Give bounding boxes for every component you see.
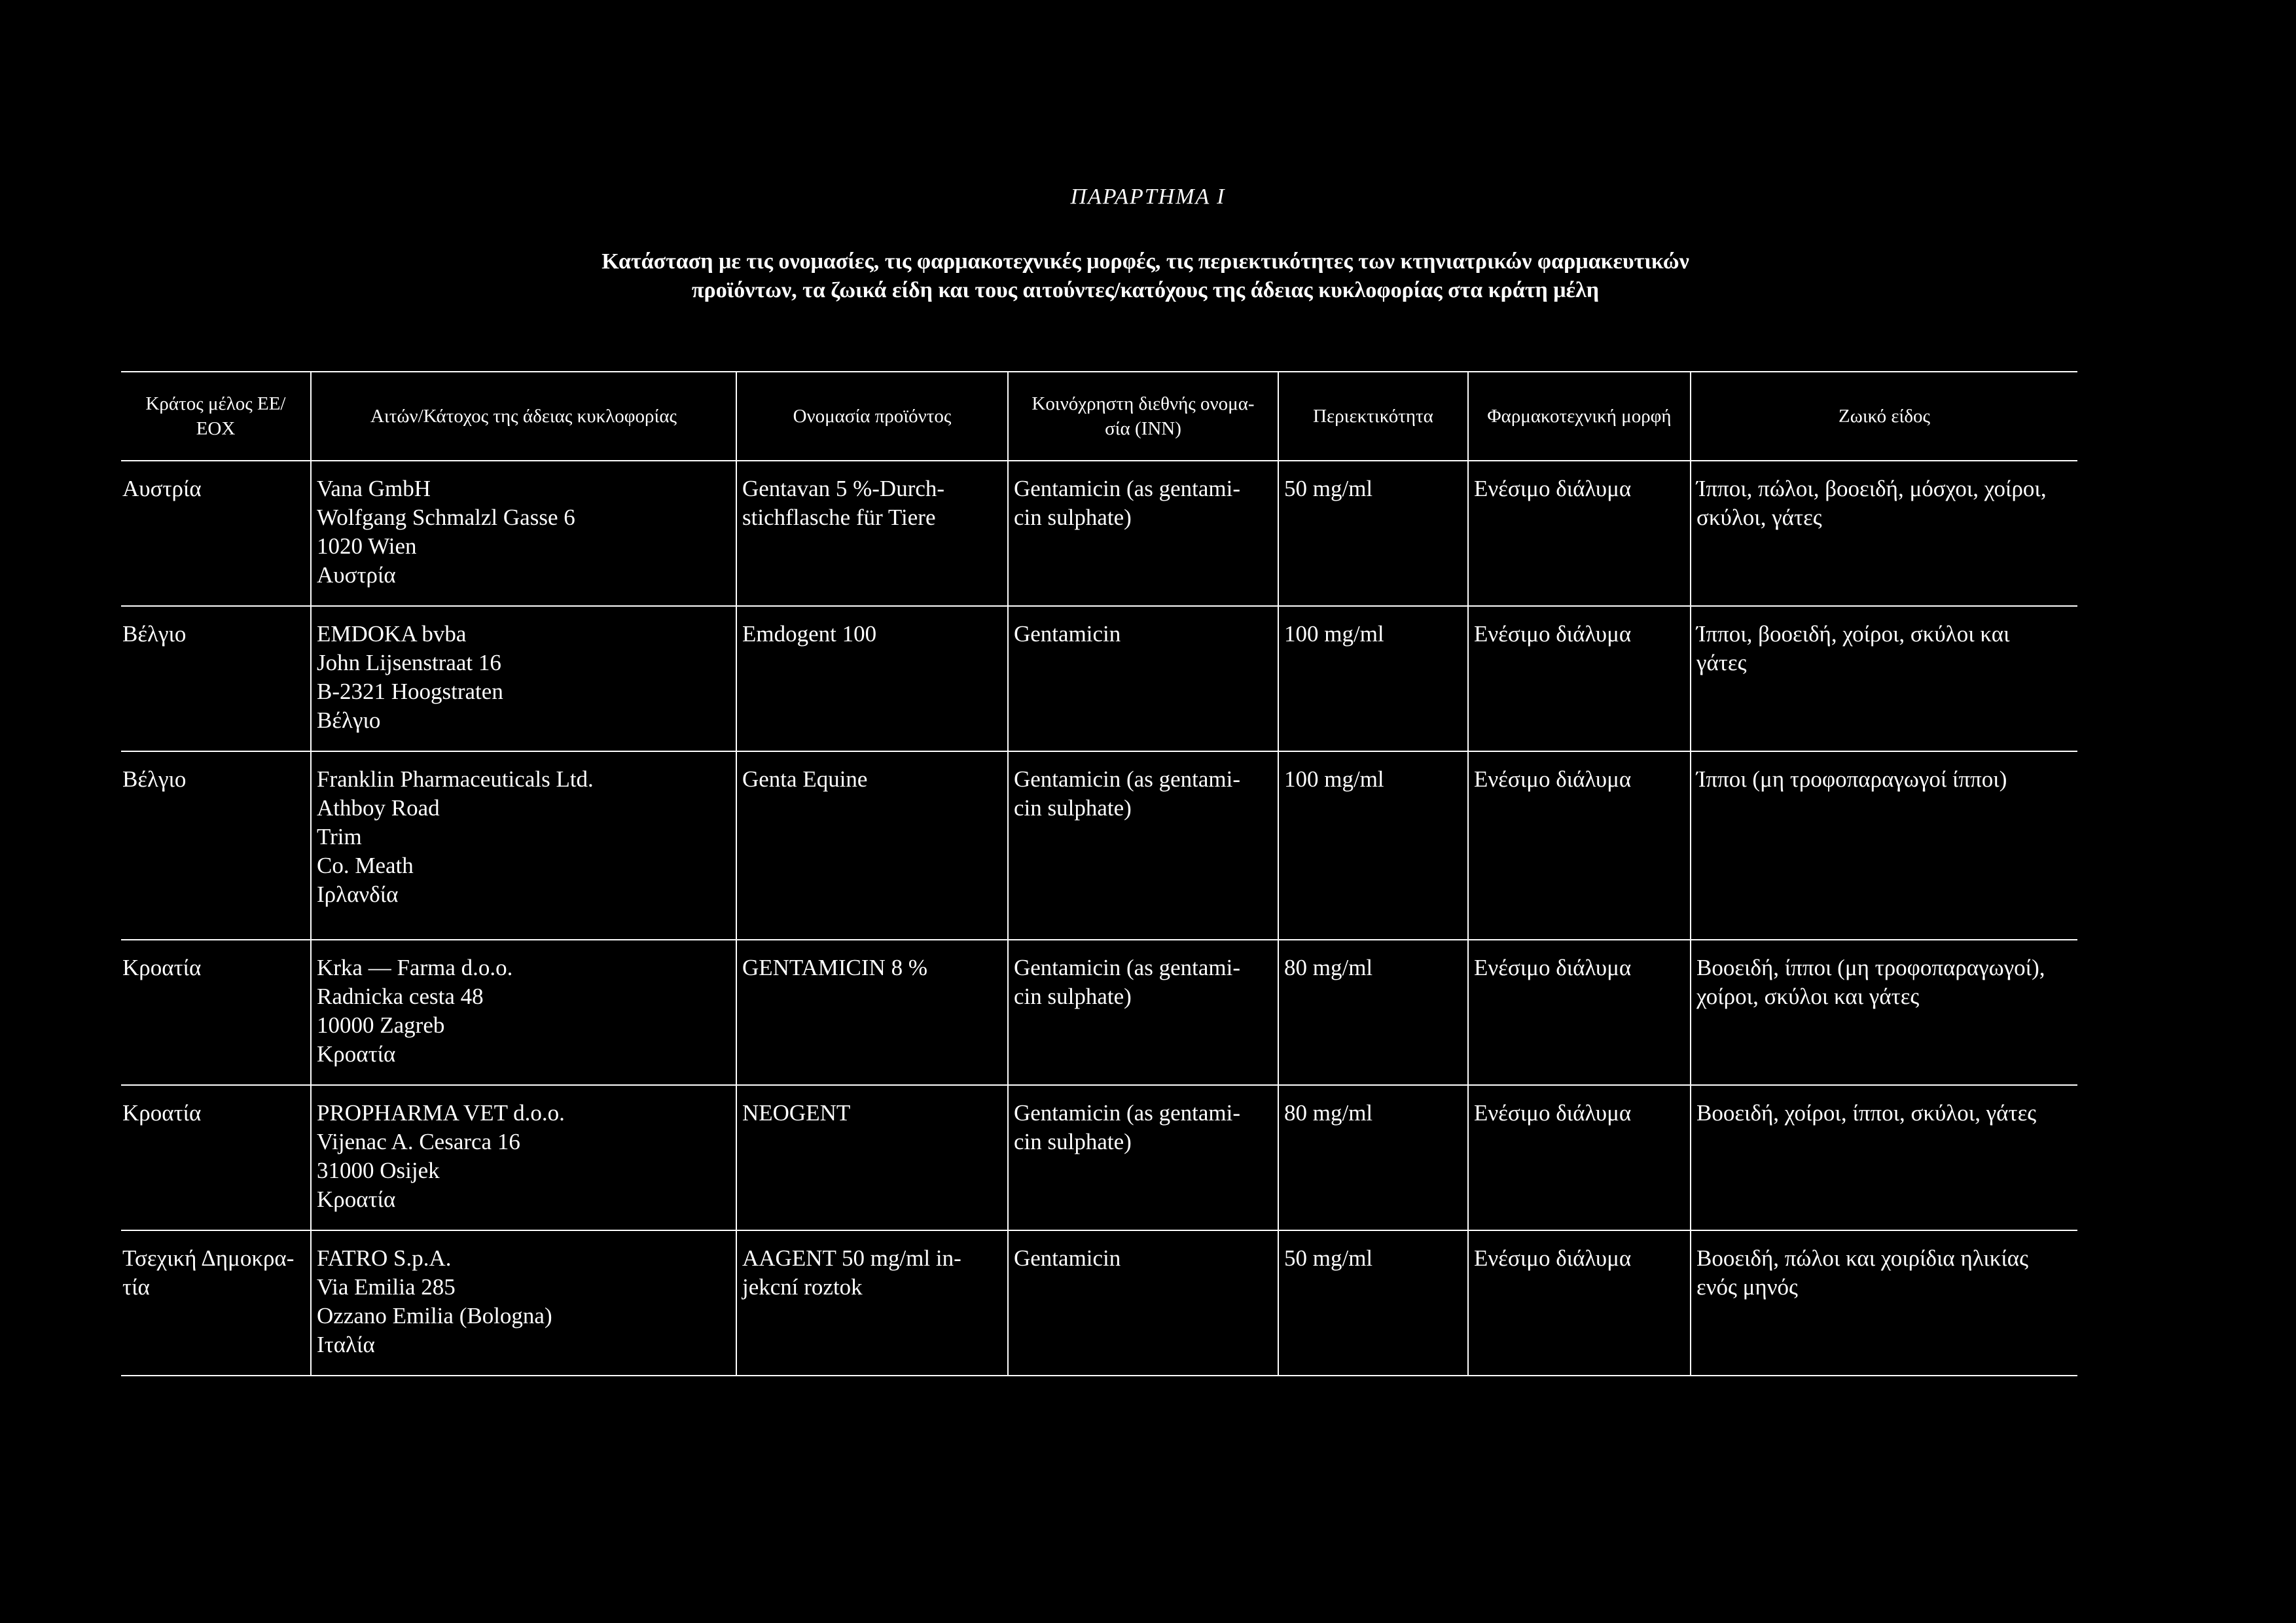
table-body xyxy=(121,461,2077,1376)
cell-text: Trim xyxy=(317,824,362,849)
cell-inn xyxy=(1008,1230,1278,1376)
cell-text: Βοοειδή, ίπποι (μη τροφοπαραγωγοί), xyxy=(1696,955,2045,980)
cell-text: Gentamicin (as gentami- xyxy=(1014,766,1240,792)
table-row xyxy=(121,1230,2077,1376)
header-text: Αιτών/Κάτοχος της άδειας κυκλοφορίας xyxy=(370,406,677,427)
cell-member-state xyxy=(121,606,311,751)
cell-holder xyxy=(311,461,736,606)
cell-text: jekcní roztok xyxy=(742,1274,863,1300)
cell-product-name xyxy=(736,1085,1008,1230)
cell-text: Ενέσιμο διάλυμα xyxy=(1474,476,1632,501)
cell-strength xyxy=(1278,940,1468,1085)
cell-text: Τσεχική Δημοκρα- xyxy=(122,1245,295,1271)
cell-text: Ενέσιμο διάλυμα xyxy=(1474,1100,1632,1126)
cell-text: Gentavan 5 %-Durch- xyxy=(742,476,945,501)
cell-pharmaceutical-form xyxy=(1468,606,1691,751)
cell-text: Κροατία xyxy=(317,1186,396,1212)
cell-member-state xyxy=(121,1230,311,1376)
cell-pharmaceutical-form xyxy=(1468,940,1691,1085)
header-text: Ζωικό είδος xyxy=(1839,406,1930,427)
cell-strength xyxy=(1278,1230,1468,1376)
cell-species xyxy=(1691,751,2077,940)
cell-species xyxy=(1691,606,2077,751)
cell-inn xyxy=(1008,751,1278,940)
cell-text: Κροατία xyxy=(122,955,202,980)
cell-text: Αυστρία xyxy=(122,476,202,501)
cell-pharmaceutical-form xyxy=(1468,461,1691,606)
table-header xyxy=(121,372,2077,461)
cell-text: Wolfgang Schmalzl Gasse 6 xyxy=(317,505,575,530)
cell-text: cin sulphate) xyxy=(1014,505,1132,530)
cell-text: Ίπποι, βοοειδή, χοίροι, σκύλοι και xyxy=(1696,621,2010,647)
cell-text: 50 mg/ml xyxy=(1284,1245,1373,1271)
cell-strength xyxy=(1278,606,1468,751)
header-strength xyxy=(1278,372,1468,461)
header-text: Ονομασία προϊόντος xyxy=(793,406,952,427)
cell-text: Βέλγιο xyxy=(122,766,187,792)
cell-text: Βοοειδή, χοίροι, ίπποι, σκύλοι, γάτες xyxy=(1696,1100,2037,1126)
header-holder xyxy=(311,372,736,461)
cell-text: 10000 Zagreb xyxy=(317,1012,445,1038)
cell-text: PROPHARMA VET d.o.o. xyxy=(317,1100,565,1126)
cell-text: Gentamicin xyxy=(1014,1245,1121,1271)
cell-member-state xyxy=(121,1085,311,1230)
cell-text: Ίπποι, πώλοι, βοοειδή, μόσχοι, χοίροι, xyxy=(1696,476,2047,501)
header-text: ΕΟΧ xyxy=(196,418,236,439)
cell-text: Gentamicin (as gentami- xyxy=(1014,955,1240,980)
header-member-state xyxy=(121,372,311,461)
cell-member-state xyxy=(121,751,311,940)
cell-text: Genta Equine xyxy=(742,766,868,792)
cell-species xyxy=(1691,940,2077,1085)
header-text: Περιεκτικότητα xyxy=(1313,406,1433,427)
cell-text: EMDOKA bvba xyxy=(317,621,467,647)
cell-text: cin sulphate) xyxy=(1014,1129,1132,1154)
cell-text: Βοοειδή, πώλοι και χοιρίδια ηλικίας xyxy=(1696,1245,2029,1271)
cell-text: Κροατία xyxy=(122,1100,202,1126)
document-heading xyxy=(393,247,1898,305)
cell-product-name xyxy=(736,461,1008,606)
cell-species xyxy=(1691,1085,2077,1230)
cell-text: Κροατία xyxy=(317,1041,396,1067)
cell-holder xyxy=(311,751,736,940)
cell-text: Athboy Road xyxy=(317,795,440,821)
header-pharmaceutical-form xyxy=(1468,372,1691,461)
cell-text: γάτες xyxy=(1696,650,1747,675)
cell-text: Emdogent 100 xyxy=(742,621,877,647)
cell-product-name xyxy=(736,1230,1008,1376)
table-row xyxy=(121,940,2077,1085)
cell-text: Co. Meath xyxy=(317,853,414,878)
cell-member-state xyxy=(121,940,311,1085)
cell-text: Ενέσιμο διάλυμα xyxy=(1474,621,1632,647)
cell-text: Βέλγιο xyxy=(122,621,187,647)
cell-text: 50 mg/ml xyxy=(1284,476,1373,501)
cell-text: 80 mg/ml xyxy=(1284,955,1373,980)
table-row xyxy=(121,461,2077,606)
cell-text: Ίπποι (μη τροφοπαραγωγοί ίπποι) xyxy=(1696,766,2007,792)
cell-text: Βέλγιο xyxy=(317,707,381,733)
cell-pharmaceutical-form xyxy=(1468,1085,1691,1230)
header-inn xyxy=(1008,372,1278,461)
cell-text: ενός μηνός xyxy=(1696,1274,1798,1300)
table-row xyxy=(121,606,2077,751)
cell-text: Franklin Pharmaceuticals Ltd. xyxy=(317,766,594,792)
cell-text: Via Emilia 285 xyxy=(317,1274,456,1300)
cell-strength xyxy=(1278,751,1468,940)
header-text: Κράτος μέλος ΕΕ/ xyxy=(145,393,286,414)
products-table xyxy=(121,371,2077,1376)
cell-text: cin sulphate) xyxy=(1014,984,1132,1009)
cell-text: Gentamicin (as gentami- xyxy=(1014,1100,1240,1126)
cell-strength xyxy=(1278,1085,1468,1230)
cell-text: Ενέσιμο διάλυμα xyxy=(1474,766,1632,792)
cell-inn xyxy=(1008,461,1278,606)
header-text: Κοινόχρηστη διεθνής ονομα- xyxy=(1031,393,1255,414)
cell-text: NEOGENT xyxy=(742,1100,851,1126)
cell-text: B-2321 Hoogstraten xyxy=(317,679,503,704)
cell-text: 80 mg/ml xyxy=(1284,1100,1373,1126)
cell-text: 31000 Osijek xyxy=(317,1158,440,1183)
cell-text: 100 mg/ml xyxy=(1284,766,1384,792)
cell-text: Vijenac A. Cesarca 16 xyxy=(317,1129,520,1154)
annex-title: ΠΑΡΑΡΤΗΜΑ I xyxy=(1070,185,1226,209)
cell-text: Ιταλία xyxy=(317,1332,375,1357)
header-species xyxy=(1691,372,2077,461)
cell-text: John Lijsenstraat 16 xyxy=(317,650,501,675)
cell-inn xyxy=(1008,940,1278,1085)
cell-species xyxy=(1691,461,2077,606)
cell-text: FATRO S.p.A. xyxy=(317,1245,452,1271)
cell-member-state xyxy=(121,461,311,606)
heading-line: προϊόντων, τα ζωικά είδη και τους αιτούντες/κατόχους της άδειας κυκλοφορίας στα κράτη μέλη xyxy=(691,278,1600,302)
cell-text: GENTAMICIN 8 % xyxy=(742,955,927,980)
header-product-name xyxy=(736,372,1008,461)
cell-pharmaceutical-form xyxy=(1468,1230,1691,1376)
cell-product-name xyxy=(736,940,1008,1085)
cell-text: Ενέσιμο διάλυμα xyxy=(1474,1245,1632,1271)
header-text: σία (INN) xyxy=(1105,418,1181,439)
cell-inn xyxy=(1008,1085,1278,1230)
cell-text: AAGENT 50 mg/ml in- xyxy=(742,1245,961,1271)
cell-text: 1020 Wien xyxy=(317,533,417,559)
cell-text: Ενέσιμο διάλυμα xyxy=(1474,955,1632,980)
cell-text: Gentamicin xyxy=(1014,621,1121,647)
cell-product-name xyxy=(736,606,1008,751)
cell-holder xyxy=(311,940,736,1085)
cell-holder xyxy=(311,1230,736,1376)
cell-text: Krka — Farma d.o.o. xyxy=(317,955,513,980)
table-row xyxy=(121,1085,2077,1230)
cell-pharmaceutical-form xyxy=(1468,751,1691,940)
cell-text: Ozzano Emilia (Bologna) xyxy=(317,1303,552,1329)
cell-text: cin sulphate) xyxy=(1014,795,1132,821)
cell-holder xyxy=(311,1085,736,1230)
cell-text: 100 mg/ml xyxy=(1284,621,1384,647)
table-row xyxy=(121,751,2077,940)
cell-text: σκύλοι, γάτες xyxy=(1696,505,1822,530)
cell-text: Αυστρία xyxy=(317,562,396,588)
cell-text: Vana GmbH xyxy=(317,476,431,501)
cell-text: τία xyxy=(122,1274,150,1300)
header-row xyxy=(121,372,2077,461)
heading-line: Κατάσταση με τις ονομασίες, τις φαρμακοτεχνικές μορφές, τις περιεκτικότητες των κτηνιατρικών φαρμακευτικών xyxy=(601,249,1689,274)
cell-text: Ιρλανδία xyxy=(317,882,399,907)
cell-text: χοίροι, σκύλοι και γάτες xyxy=(1696,984,1920,1009)
cell-product-name xyxy=(736,751,1008,940)
cell-holder xyxy=(311,606,736,751)
cell-text: stichflasche für Tiere xyxy=(742,505,936,530)
header-text: Φαρμακοτεχνική μορφή xyxy=(1487,406,1672,427)
cell-inn xyxy=(1008,606,1278,751)
cell-text: Gentamicin (as gentami- xyxy=(1014,476,1240,501)
cell-species xyxy=(1691,1230,2077,1376)
cell-strength xyxy=(1278,461,1468,606)
cell-text: Radnicka cesta 48 xyxy=(317,984,484,1009)
